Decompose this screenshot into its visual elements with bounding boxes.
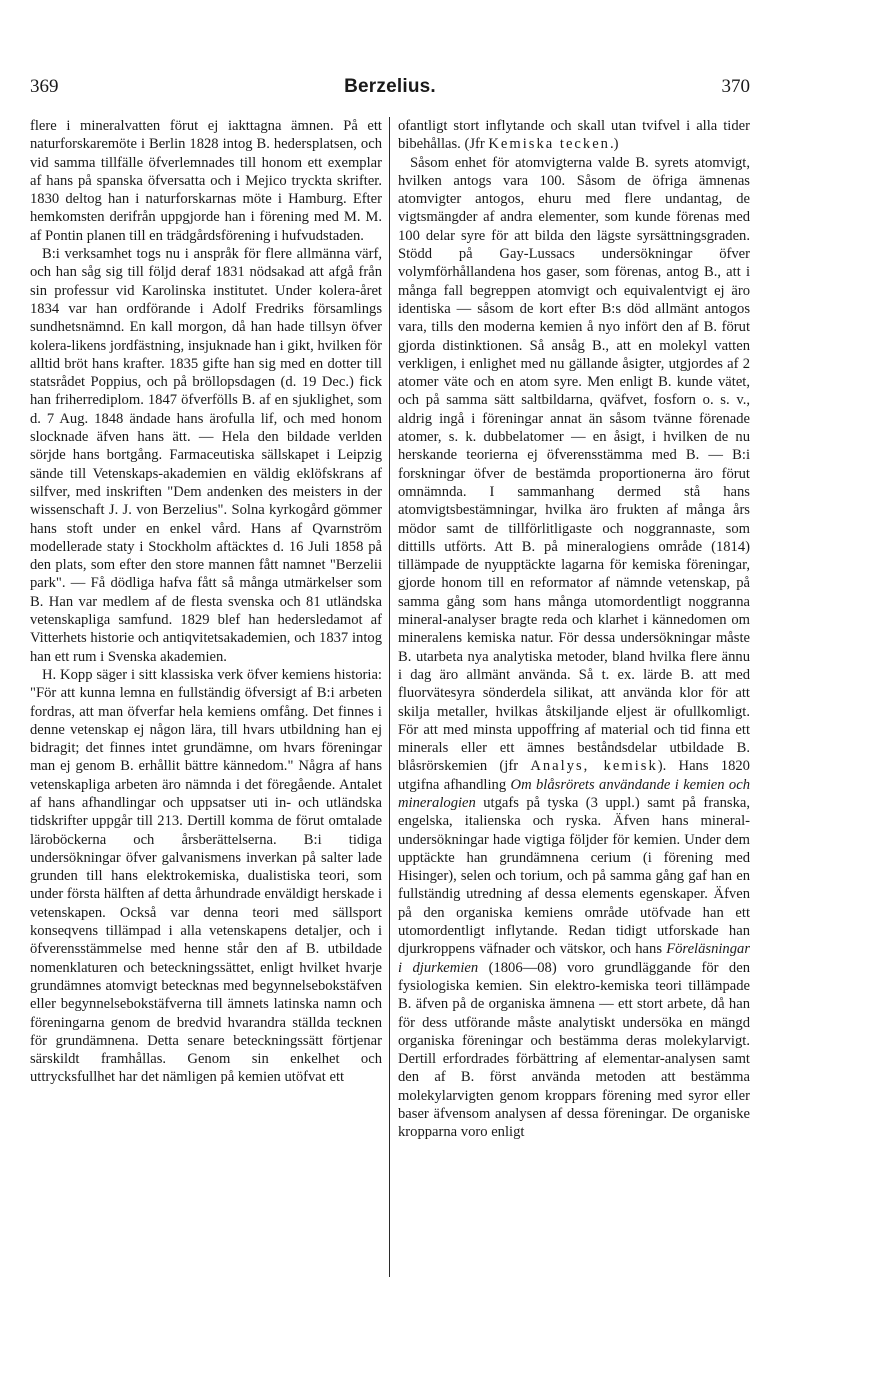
text-run: .) [609, 136, 619, 153]
left-column [30, 117, 382, 1277]
work-title: Om blåsrörets användande i kemien och mineralogien [398, 776, 750, 811]
paragraph [398, 154, 750, 1142]
cross-reference: Kemiska tecken [488, 136, 610, 153]
right-column [398, 117, 750, 1277]
page-number-left: 369 [30, 76, 59, 97]
paragraph [398, 117, 750, 154]
page-number-right: 370 [721, 76, 750, 97]
text-run: (1806—08) voro grundläggande för den fysiologiska kemien. Sin elektro-kemiska teori tillämpade B. äfven på de organiska ämnena — ett stort arbete, då han för dess utförande måste analytiskt undersöka en mängd organiska föreningar och bestämma deras molekylarvigt. Dertill erfordrades förbättring af elementar-analysen samt den af B. först använda metoden att bestämma molekylarvigten genom kroppars förening med syror eller baser äfvensom analysen af dessa föreningar. De organiske kropparna voro enligt [398, 959, 750, 1141]
paragraph: flere i mineralvatten förut ej iakttagna ämnen. På ett naturforskaremöte i Berlin 1828 intog B. hedersplatsen, och vid samma tillfälle öfverlemnades till honom ett exemplar af hans på spanska öfversatta och i Mejico tryckta skrifter. 1830 deltog han i naturforskarnas möte i Hamburg. Efter hemkomsten derifrån uppgjorde han i förening med M. M. af Pontin planen till en trädgårdsförening i hufvudstaden. [30, 118, 382, 244]
text-run: utgafs på tyska (3 uppl.) samt på franska, engelska, italienska och ryska. Äfven hans mineral-undersökningar hade vigtiga följder för kemien. Under dem upptäckte han grundämnena cerium (i förening med Hisinger), selen och torium, och på samma gång gaf han en fullständig utredning af dessa elements egenskaper. Äfven på den organiska kemiens område utöfvade han ett utomordentligt inflytande. Redan tidigt utforskade han djurkroppens väfnader och vätskor, och hans [398, 794, 750, 958]
cross-reference: Analys, kemisk [530, 758, 658, 775]
column-divider [389, 117, 390, 1277]
running-header [30, 76, 750, 102]
paragraph: B:i verksamhet togs nu i anspråk för flere allmänna värf, och han såg sig till följd deraf 1831 nödsakad att afgå från sin professur vid Karolinska institutet. Under kolera-året 1834 var han ordförande i Adolf Fredriks församlings sundhetsnämnd. En kall morgon, då han hade tillsyn öfver kolera-likens jordfästning, insjuknade han i gikt, hvilken för alltid bröt hans krafter. 1835 gifte han sig med en dotter till statsrådet Poppius, och på bröllopsdagen (d. 19 Dec.) fick han friherrediplom. 1847 öfverfölls B. af en sjuklighet, som d. 7 Aug. 1848 ändade hans ärofulla lif, och med honom slocknade äfven hans ätt. — Hela den bildade verlden sörjde hans bortgång. Farmaceutiska sällskapet i Leipzig sände till Vetenskaps-akademien en väldig eklöfskrans af silfver, med inskriften "Dem andenken des meisters in der wissenschaft J. J. von Berzelius". Solna kyrkogård gömmer hans stoft under en enkel vård. Hans af Qvarnström modellerade staty i Stockholm aftäcktes d. 16 Juli 1858 på den plats, som efter den store mannen fått namnet "Berzelii park". — Få dödliga hafva fått så många utmärkelser som B. Han var medlem af de flesta svenska och 81 utländska vetenskapliga samfund. 1829 blef han hedersledamot af Vitterhets historie och antiqvitetsakademien, och 1837 intog han ett rum i Svenska akademien. [30, 246, 382, 665]
text-run: ). Hans 1820 utgifna afhandling [398, 758, 750, 793]
text-run: Såsom enhet för atomvigterna valde B. syrets atomvigt, hvilken antogs vara 100. Såsom de öfriga ämnenas atomvigter antogos, ehuru med flere undantag, de vigtsmängder af andra elementer, som kunde förenas med 100 delar syre för att bilda den lägste syrsättningsgraden. Stödd på Gay-Lussacs undersökningar öfver volymförhållandena hos gaser, som förenas, antog B., att i många fall begreppen atomvigt och equivalentvigt ej äro identiska — såsom de kort efter B:s död allmänt antogos vara, tills den moderna kemien å nyo infört den af B. förut gjorda distinktionen. Så ansåg B., att en molekyl vatten verkligen, i enlighet med nu gällande åsigter, utgjordes af 2 atomer väte och en atom syre. Men enligt B. kunde vätet, och på samma sätt saltbildarna, qväfvet, fosforn o. s. v., aldrig ingå i föreningar annat än såsom tvänne förenade atomer, s. k. dubbelatomer — en åsigt, i hvilken de nu herskande teorierna ej öfverensstämma med B. — B:i forskningar öfver de bestämda proportionerna äro förut omnämnda. I sammanhang dermed stå hans atomvigtsbestämningar, hvilka äro frukten af många års mödor samt de tillförlitligaste och noggrannaste, som dittills utförts. Att B. på mineralogiens område (1814) tillämpade de nyupptäckte lagarna för kemiska föreningar, gjorde honom till en reformator af nämnde vetenskap, på samma gång som hans många utomordentligt noggranna mineral-analyser bragte reda och klarhet i kännedomen om mineralens kemiska natur. För dessa undersökningar måste B. utarbeta nya analytiska metoder, bland hvilka flere ännu i dag äro allmänt använda. Så t. ex. lärde B. att med fluorvätesyra sönderdela silikat, att använda klor för att skilja metaller, hvilkas åtskiljande eljest är ofullkomligt. För att med minsta uppoffring af material och tid finna ett minerals eller ett ämnes beståndsdelar utbildade B. blåsrörskemien (jfr [398, 154, 750, 775]
running-title: Berzelius. [344, 76, 436, 97]
paragraph: H. Kopp säger i sitt klassiska verk öfver kemiens historia: "För att kunna lemna en fullständig öfversigt af B:i arbeten fordras, att man öfverfar hela kemiens omfång. Det finnes i denne vetenskap ej någon lära, till hvars utbildning han ej bidragit; det finnes intet grundämne, om hvars föreningar man ej genom B. erhållit bättre kännedom." Några af hans vetenskapliga arbeten äro nämnda i det föregående. Antalet af hans afhandlingar och uppsatser uti in- och utländska tidskrifter uppgår till 213. Dertill komma de förut omtalade läroböckerna och årsberättelserna. B:i tidiga undersökningar öfver galvanismens inverkan på salter lade grunden till hans elektrokemiska, dualistiska teori, som under första hälften af detta århundrade enväldigt herskade i vetenskapen. Också var denna teori med sällsport konseqvens tillämpad i alla vetenskapens detaljer, och i öfverensstämmelse med henne står den af B. utbildade nomenklaturen och beteckningssättet, enligt hvilket hvarje grundämnes atomvigt betecknas med begynnelsebokstäfven eller begynnelsebokstäfverna till ämnets latinska namn och föreningarna genom de bredvid hvarandra ställda tecknen för grundämnena. Detta senare beteckningssätt förtjenar särskildt framhållas. Genom sin enkelhet och uttrycksfullhet har det nämligen på kemien utöfvat ett [30, 666, 382, 1086]
work-title: Föreläsningar i djurkemien [398, 941, 750, 976]
text-run: ofantligt stort inflytande och skall utan tvifvel i alla tider bibehållas. (Jfr [398, 118, 750, 153]
